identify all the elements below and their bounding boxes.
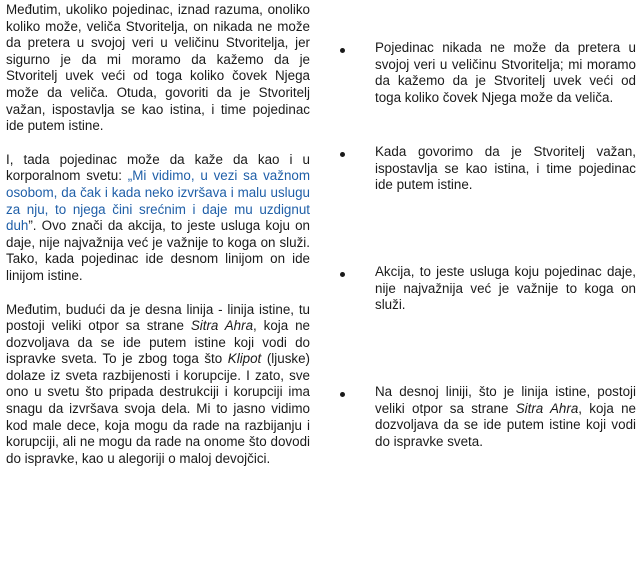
summary-bullet-4 xyxy=(340,384,636,450)
summary-bullet-3 xyxy=(340,264,636,314)
p3-sitra-ahra: Sitra Ahra xyxy=(190,318,254,334)
bullet-dot-icon xyxy=(340,272,345,277)
p2-intro: I, tada pojedinac može da kaže da kao i u korporalnom svetu: xyxy=(6,151,310,184)
bullet-2-text: Kada govorimo da je Stvoritelj važan, ispostavlja se kao istina, i time pojedinac ide putem istine. xyxy=(375,144,636,193)
summary-bullet-2 xyxy=(340,144,636,194)
p3-part-c: (ljuske) dolaze iz sveta razbijenosti i korupcije. I zato, sve ono u svetu što pripada destrukciji i korupciji ima snagu da izvršava svoja dela. Mi to jasno vidimo kod male dece, koja mogu da rade na razbijanju i korupciji, ali ne mogu da rade na onome što dovodi do ispravke, kao u alegoriji o maloj devojčici. xyxy=(6,351,310,466)
bullet-4-text xyxy=(375,384,636,450)
paragraph-3 xyxy=(6,302,310,468)
p3-part-b: , koja ne dozvoljava da se ide putem istine koji vodi do ispravke sveta. To je zbog toga što xyxy=(6,318,310,367)
b4-part-a: Na desnoj liniji, što je linija istine, postoji veliki otpor sa strane xyxy=(375,384,636,416)
b4-sitra-ahra: Sitra Ahra xyxy=(515,400,579,416)
p3-part-a: Međutim, budući da je desna linija - linija istine, tu postoji veliki otpor sa strane xyxy=(6,301,310,334)
p3-klipot: Klipot xyxy=(227,351,262,367)
bullet-3-text: Akcija, to jeste usluga koju pojedinac daje, nije najvažnija već je važnije to koga on služi. xyxy=(375,264,636,313)
bullet-dot-icon xyxy=(340,48,345,53)
paragraph-2 xyxy=(6,152,310,285)
paragraph-1: Međutim, ukoliko pojedinac, iznad razuma, onoliko koliko može, veliča Stvoritelja, on nikada ne može da pretera u svojoj veri u veličinu Stvoritelja, jer sigurno je da mi moramo da kažemo da je Stvoritelj uvek veći od toga koliko čovek Njega može da veliča. Otuda, govoriti da je Stvoritelj važan, ispostavlja se kao istina, i time pojedinac ide putem istine. xyxy=(6,2,310,134)
bullet-1-text: Pojedinac nikada ne može da pretera u svojoj veri u veličinu Stvoritelja; mi moramo da kažemo da je Stvoritelj uvek veći od toga koliko čovek Njega može da veliča. xyxy=(375,40,636,105)
bullet-dot-icon xyxy=(340,392,345,397)
summary-bullet-1 xyxy=(340,40,636,106)
p2-rest: ”. Ovo znači da akcija, to jeste usluga koju on daje, nije najvažnija već je važnije to koga on služi. Tako, kada pojedinac ide desnom linijom on ide linijom istine. xyxy=(6,218,310,283)
left-text-column xyxy=(6,2,310,484)
p2-quote: „Mi vidimo, u vezi sa važnom osobom, da čak i kada neko izvršava i malu uslugu za nju, to njega čini srećnim i daje mu uzdignut duh xyxy=(6,168,311,234)
bullet-dot-icon xyxy=(340,152,345,157)
b4-part-b: , koja ne dozvoljava da se ide putem istine koji vodi do ispravke sveta. xyxy=(375,400,637,449)
